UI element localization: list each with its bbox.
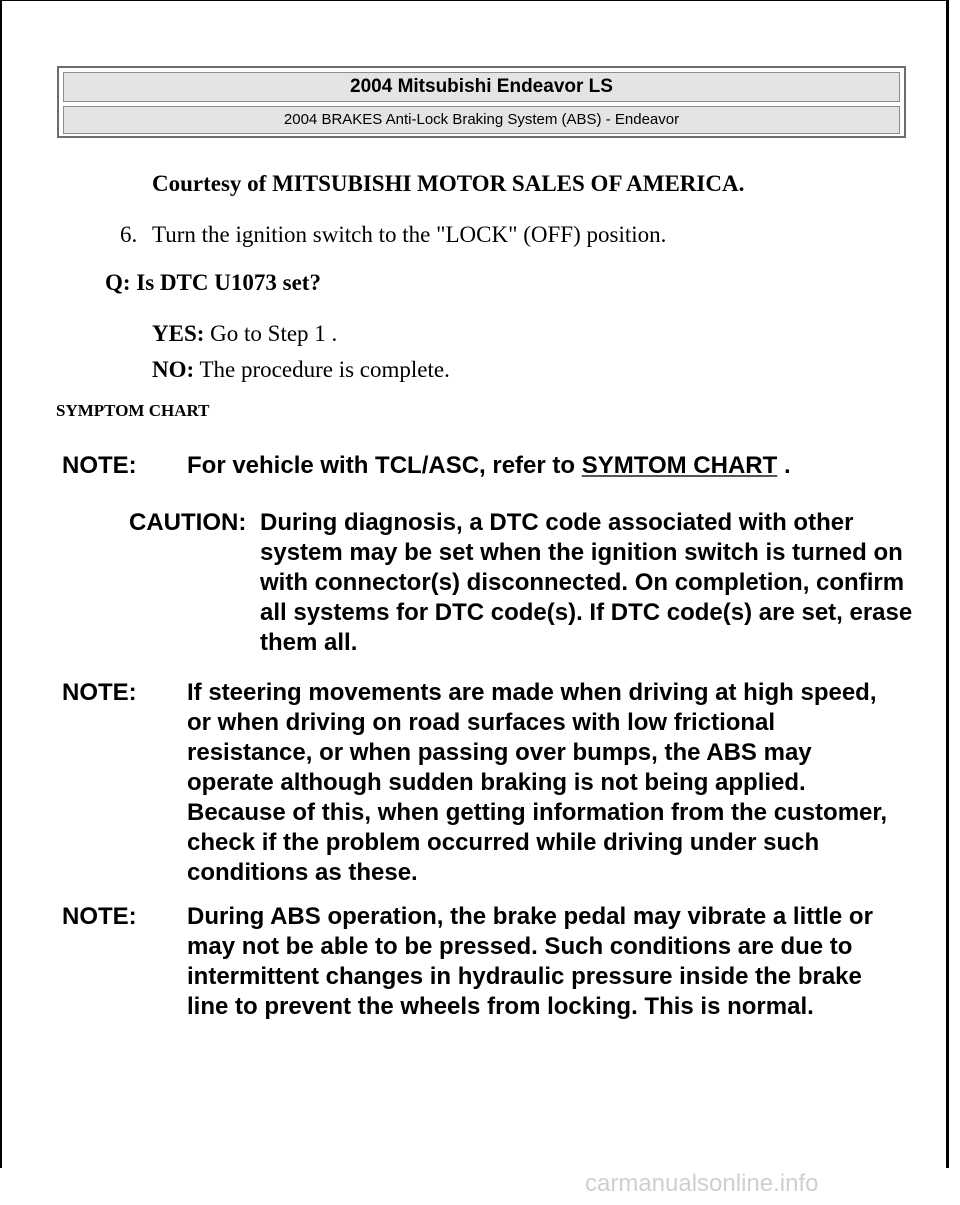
page-border-left bbox=[0, 0, 2, 1168]
note-tcl-asc bbox=[62, 451, 922, 483]
section-title: SYMPTOM CHART bbox=[56, 401, 210, 420]
watermark: carmanualsonline.info bbox=[585, 1170, 819, 1197]
caution-label: CAUTION: bbox=[129, 509, 247, 536]
step-number: 6. bbox=[120, 222, 138, 247]
no-label: NO: bbox=[152, 357, 195, 382]
yes-text: Go to Step 1 . bbox=[204, 321, 338, 346]
header-subtitle: 2004 BRAKES Anti-Lock Braking System (ABS) - Endeavor bbox=[63, 106, 900, 134]
caution-diagnosis bbox=[129, 508, 929, 660]
note-text-end: . bbox=[777, 452, 791, 479]
note-body bbox=[187, 451, 791, 481]
caution-text: During diagnosis, a DTC code associated with other system may be set when the ignition switch is turned on with connector(s) disconnected. On completion, confirm all systems for DTC code(s). If DTC code(s) are set, erase them all. bbox=[260, 509, 913, 656]
header-title: 2004 Mitsubishi Endeavor LS bbox=[63, 72, 900, 102]
answer-no bbox=[152, 357, 450, 383]
courtesy-line: Courtesy of MITSUBISHI MOTOR SALES OF AMERICA. bbox=[152, 171, 745, 196]
no-text: The procedure is complete. bbox=[194, 357, 450, 382]
question-text: Q: Is DTC U1073 set? bbox=[105, 270, 321, 295]
step-text: Turn the ignition switch to the "LOCK" (OFF) position. bbox=[152, 222, 667, 247]
note-label: NOTE: bbox=[62, 903, 137, 930]
answer-yes bbox=[152, 321, 337, 347]
page-border-top bbox=[0, 0, 948, 1]
symptom-chart-link[interactable]: SYMTOM CHART bbox=[581, 452, 778, 479]
procedure-step bbox=[120, 222, 666, 248]
page-border-right bbox=[946, 0, 949, 1168]
note-text: If steering movements are made when driving at high speed, or when driving on road surfaces with low frictional resistance, or when passing over bumps, the ABS may operate although sudden braking is not being applied. Because of this, when getting information from the customer, check if the problem occurred while driving under such conditions as these. bbox=[187, 679, 888, 886]
note-steering bbox=[62, 678, 942, 890]
yes-label: YES: bbox=[152, 321, 205, 346]
document-header bbox=[57, 66, 906, 138]
note-text: During ABS operation, the brake pedal may vibrate a little or may not be able to be pressed. Such conditions are due to intermittent changes in hydraulic pressure inside the brake line to prevent the wheels from locking. This is normal. bbox=[187, 903, 873, 1020]
note-label: NOTE: bbox=[62, 452, 137, 479]
note-abs-operation bbox=[62, 902, 942, 1054]
note-text: For vehicle with TCL/ASC, refer to bbox=[187, 452, 582, 479]
note-label: NOTE: bbox=[62, 679, 137, 706]
